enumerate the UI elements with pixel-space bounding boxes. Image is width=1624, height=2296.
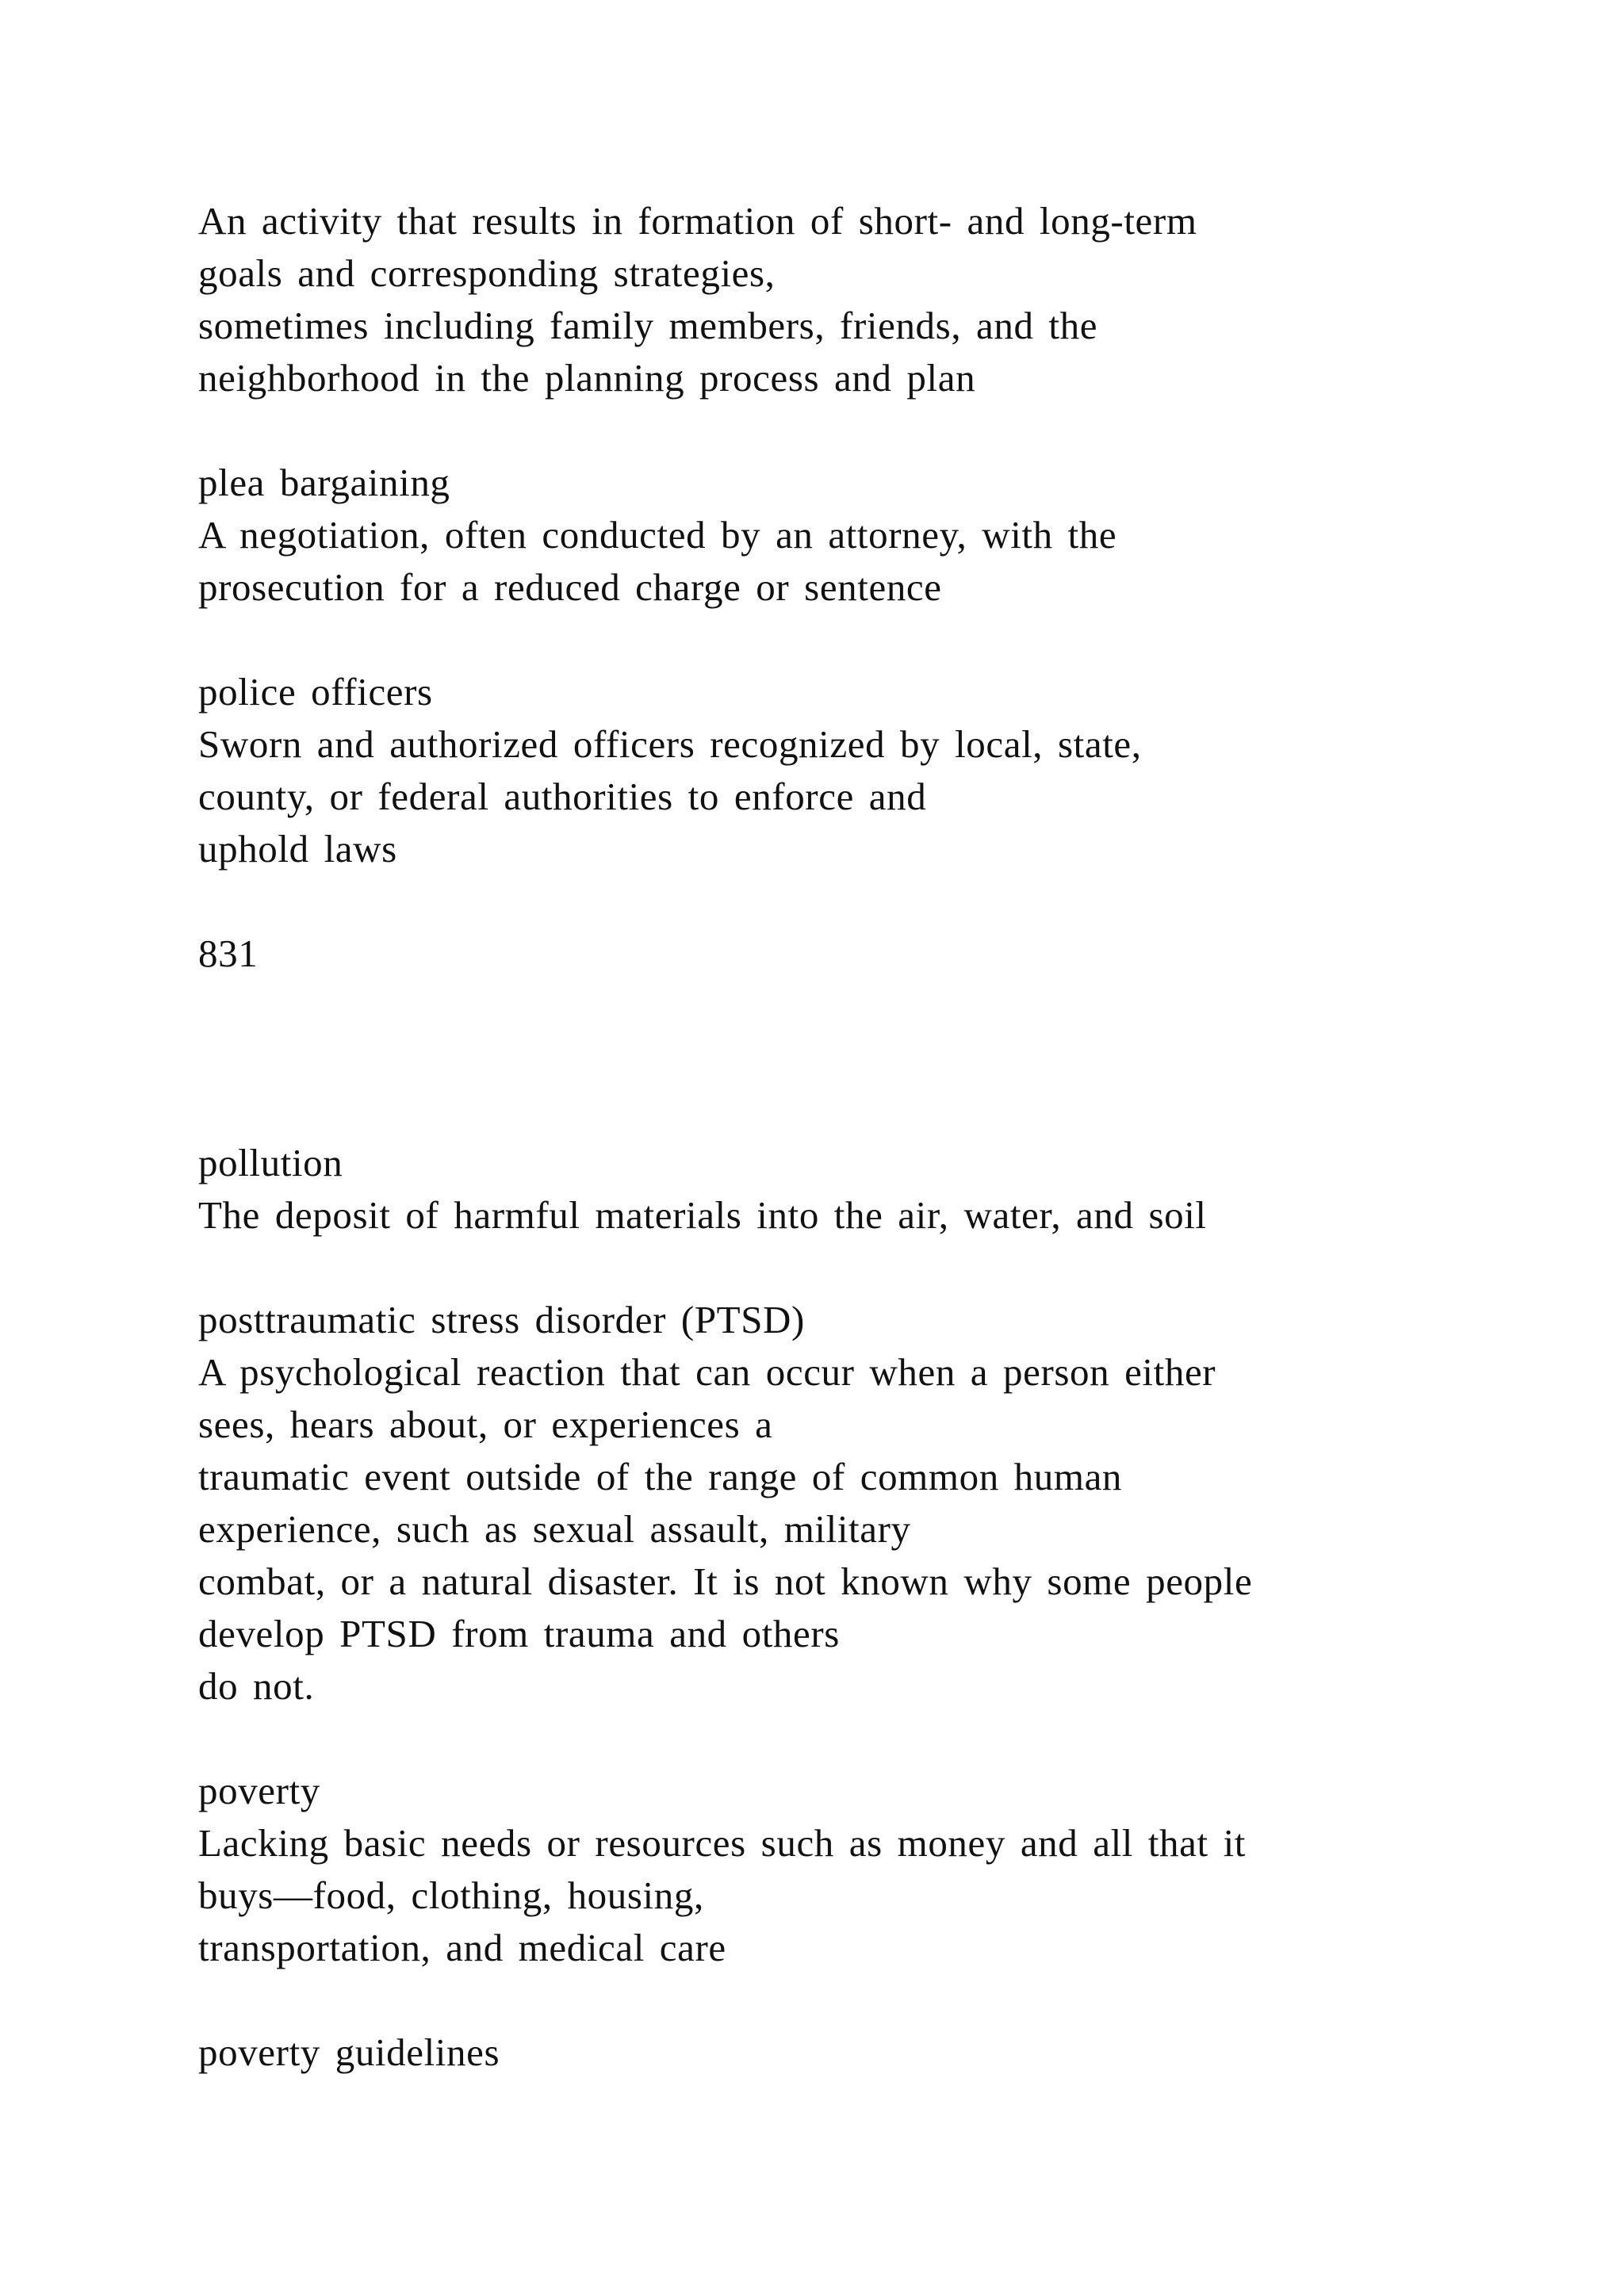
- paragraph-gap: [198, 1242, 1546, 1294]
- definition-line: A negotiation, often conducted by an attorney, with the: [198, 513, 1117, 557]
- definition-line: develop PTSD from trauma and others: [198, 1612, 840, 1655]
- glossary-term: poverty: [198, 1769, 320, 1812]
- definition-line: county, or federal authorities to enforce and: [198, 775, 927, 818]
- definition-line: uphold laws: [198, 827, 397, 871]
- glossary-entry-plea-bargaining: [198, 457, 1546, 614]
- glossary-term: plea bargaining: [198, 461, 450, 504]
- paragraph-gap: [198, 1974, 1546, 2026]
- definition-line: The deposit of harmful materials into the air, water, and soil: [198, 1193, 1207, 1237]
- definition-line: Lacking basic needs or resources such as money and all that it: [198, 1821, 1246, 1865]
- glossary-term: police officers: [198, 670, 433, 714]
- paragraph-gap: [198, 875, 1546, 928]
- definition-line: combat, or a natural disaster. It is not known why some people: [198, 1559, 1253, 1603]
- definition-line: do not.: [198, 1664, 315, 1708]
- paragraph-gap: [198, 614, 1546, 666]
- paragraph-gap: [198, 404, 1546, 457]
- definition-line: goals and corresponding strategies,: [198, 251, 776, 295]
- page-number: 831: [198, 932, 259, 975]
- glossary-entry-police-officers: [198, 666, 1546, 875]
- glossary-text: [198, 195, 1546, 2079]
- definition-line: prosecution for a reduced charge or sentence: [198, 565, 942, 609]
- definition-line: experience, such as sexual assault, military: [198, 1507, 911, 1551]
- glossary-term: posttraumatic stress disorder (PTSD): [198, 1298, 805, 1341]
- definition-line: buys—food, clothing, housing,: [198, 1873, 704, 1917]
- glossary-entry-poverty: [198, 1765, 1546, 1974]
- definition-line: sees, hears about, or experiences a: [198, 1402, 773, 1446]
- paragraph-gap: [198, 1712, 1546, 1765]
- glossary-term: poverty guidelines: [198, 2030, 500, 2074]
- glossary-entry-poverty-guidelines: [198, 2026, 1546, 2079]
- definition-line: transportation, and medical care: [198, 1926, 726, 1969]
- definition-line: A psychological reaction that can occur when a person either: [198, 1350, 1216, 1394]
- definition-line: traumatic event outside of the range of common human: [198, 1455, 1123, 1498]
- definition-line: neighborhood in the planning process and plan: [198, 356, 976, 400]
- page-break-gap: [198, 980, 1546, 1137]
- glossary-entry-pollution: [198, 1137, 1546, 1242]
- definition-line: Sworn and authorized officers recognized by local, state,: [198, 722, 1142, 766]
- glossary-entry-ptsd: [198, 1294, 1546, 1712]
- definition-line: sometimes including family members, friends, and the: [198, 304, 1098, 347]
- glossary-entry-intro: [198, 195, 1546, 404]
- definition-line: An activity that results in formation of short- and long-term: [198, 199, 1197, 243]
- glossary-term: pollution: [198, 1141, 343, 1184]
